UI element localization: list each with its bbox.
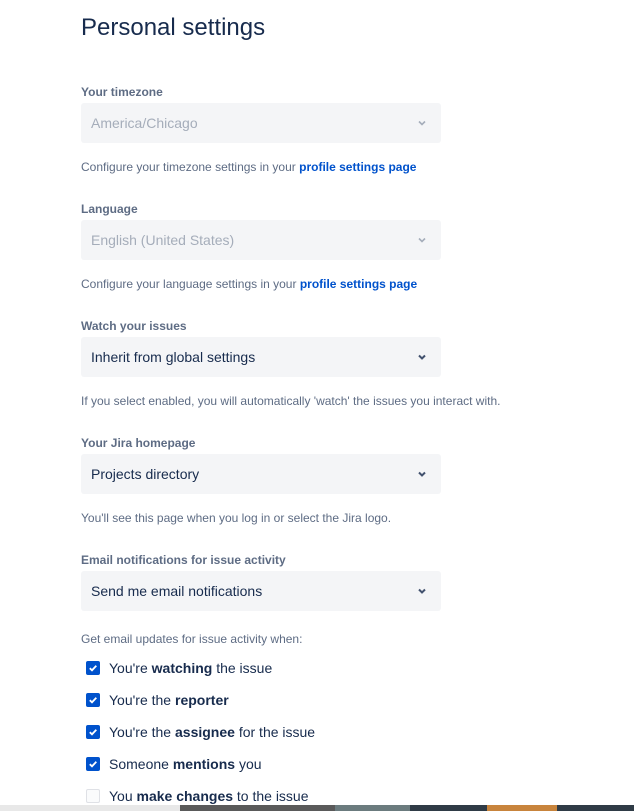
page-title: Personal settings	[81, 14, 266, 41]
email-notifications-select[interactable]	[81, 571, 441, 611]
timezone-select	[81, 103, 441, 143]
timezone-help	[81, 160, 416, 174]
language-help	[81, 277, 417, 291]
checkmark-icon	[88, 695, 98, 705]
homepage-help: You'll see this page when you log in or select the Jira logo.	[81, 511, 392, 525]
watch-issues-select[interactable]	[81, 337, 441, 377]
checkbox-checked[interactable]	[86, 693, 100, 707]
chevron-down-icon	[417, 586, 427, 596]
chevron-down-icon	[417, 118, 427, 128]
language-profile-settings-link[interactable]: profile settings page	[299, 277, 418, 291]
homepage-select[interactable]	[81, 454, 441, 494]
checkbox-checked[interactable]	[86, 757, 100, 771]
language-select	[81, 220, 441, 260]
checkmark-icon	[88, 727, 98, 737]
email-notifications-value: Send me email notifications	[91, 583, 263, 599]
checkmark-icon	[88, 663, 98, 673]
checkbox-checked[interactable]	[86, 725, 100, 739]
checkbox-checked[interactable]	[86, 661, 100, 675]
watch-issues-value: Inherit from global settings	[91, 349, 256, 365]
chevron-down-icon	[417, 469, 427, 479]
language-value: English (United States)	[91, 232, 235, 248]
option-label: You're watching the issue	[109, 660, 273, 676]
option-label: You're the reporter	[109, 692, 229, 708]
email-option-assignee[interactable]	[86, 724, 315, 740]
option-label: You make changes to the issue	[109, 788, 309, 804]
timezone-profile-settings-link[interactable]: profile settings page	[299, 160, 417, 174]
checkmark-icon	[88, 759, 98, 769]
email-notifications-label: Email notifications for issue activity	[81, 553, 286, 567]
email-option-make-changes[interactable]	[86, 788, 309, 804]
checkbox-unchecked[interactable]	[86, 789, 100, 803]
homepage-label: Your Jira homepage	[81, 436, 196, 450]
email-option-watching[interactable]	[86, 660, 272, 676]
watch-issues-label: Watch your issues	[81, 319, 187, 333]
email-option-reporter[interactable]	[86, 692, 229, 708]
watch-issues-help: If you select enabled, you will automatically 'watch' the issues you interact with.	[81, 394, 501, 408]
language-label: Language	[81, 202, 138, 216]
taskbar-strip	[0, 805, 634, 811]
chevron-down-icon	[417, 235, 427, 245]
email-option-mentions[interactable]	[86, 756, 262, 772]
timezone-label: Your timezone	[81, 85, 163, 99]
email-updates-label: Get email updates for issue activity when:	[81, 632, 303, 646]
timezone-value: America/Chicago	[91, 115, 198, 131]
option-label: You're the assignee for the issue	[109, 724, 316, 740]
homepage-value: Projects directory	[91, 466, 200, 482]
chevron-down-icon	[417, 352, 427, 362]
timezone-help-text: Configure your timezone settings in your	[81, 160, 296, 174]
option-label: Someone mentions you	[109, 756, 262, 772]
language-help-text: Configure your language settings in your	[81, 277, 297, 291]
